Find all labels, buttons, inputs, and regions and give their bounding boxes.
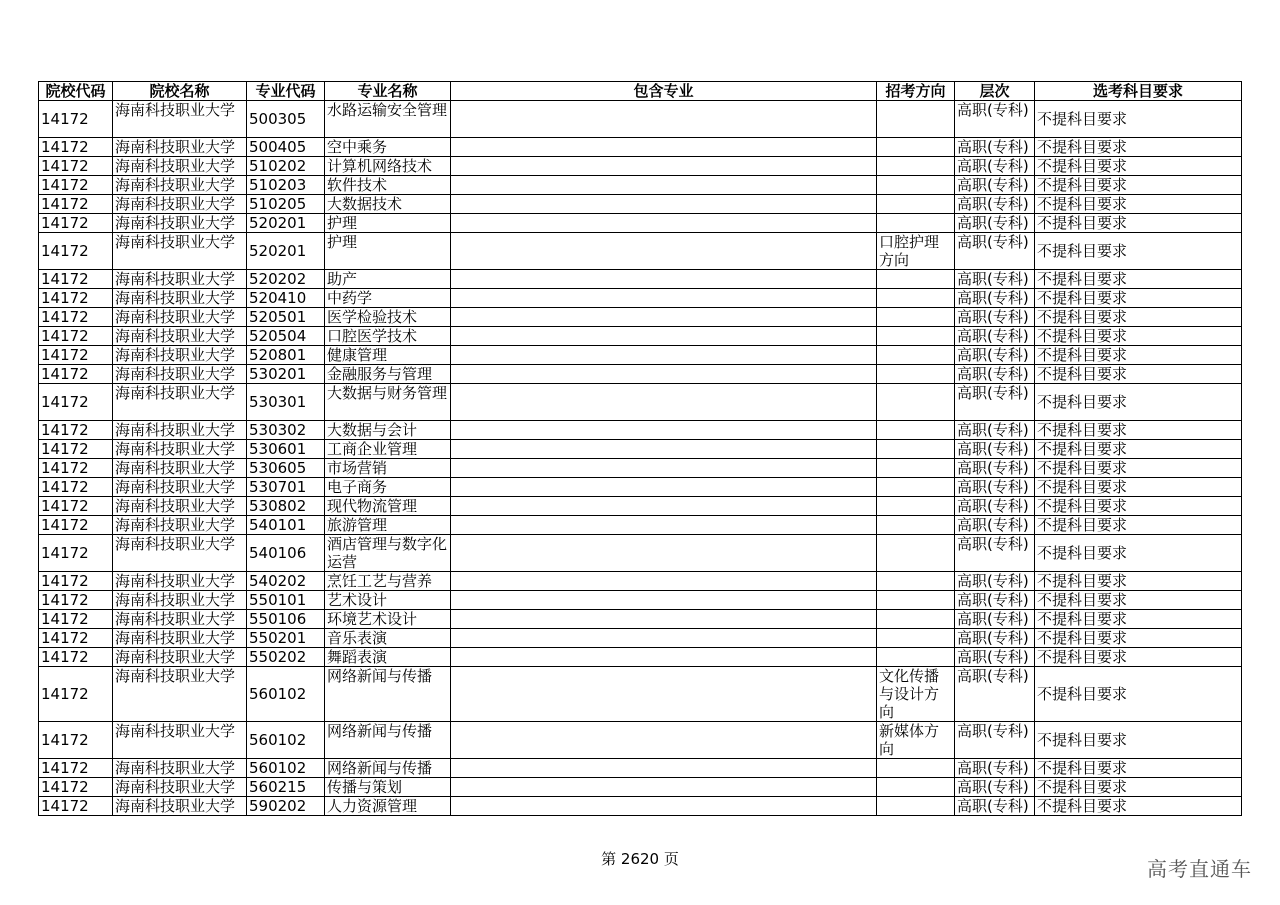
cell-direction: [877, 157, 955, 176]
cell-school-name: 海南科技职业大学: [113, 176, 247, 195]
cell-school-name: 海南科技职业大学: [113, 233, 247, 270]
cell-direction: [877, 101, 955, 138]
cell-school-code: 14172: [39, 722, 113, 759]
cell-included-majors: [451, 610, 877, 629]
cell-direction: [877, 497, 955, 516]
cell-included-majors: [451, 459, 877, 478]
cell-school-code: 14172: [39, 384, 113, 421]
cell-direction: [877, 195, 955, 214]
cell-major-code: 530701: [247, 478, 325, 497]
cell-major-code: 540101: [247, 516, 325, 535]
table-row: [39, 327, 1242, 346]
cell-school-name: 海南科技职业大学: [113, 270, 247, 289]
cell-level: 高职(专科): [955, 157, 1035, 176]
cell-included-majors: [451, 648, 877, 667]
cell-major-code: 500305: [247, 101, 325, 138]
cell-school-code: 14172: [39, 591, 113, 610]
cell-included-majors: [451, 176, 877, 195]
cell-subject-requirement: 不提科目要求: [1035, 610, 1242, 629]
cell-school-code: 14172: [39, 667, 113, 722]
cell-included-majors: [451, 629, 877, 648]
cell-subject-requirement: 不提科目要求: [1035, 459, 1242, 478]
cell-school-name: 海南科技职业大学: [113, 157, 247, 176]
cell-major-name: 中药学: [325, 289, 451, 308]
cell-included-majors: [451, 667, 877, 722]
header-major-name: 专业名称: [325, 82, 451, 101]
cell-subject-requirement: 不提科目要求: [1035, 346, 1242, 365]
cell-direction: 新媒体方向: [877, 722, 955, 759]
cell-level: 高职(专科): [955, 101, 1035, 138]
table-row: [39, 214, 1242, 233]
cell-school-name: 海南科技职业大学: [113, 610, 247, 629]
cell-level: 高职(专科): [955, 648, 1035, 667]
cell-direction: [877, 384, 955, 421]
cell-subject-requirement: 不提科目要求: [1035, 289, 1242, 308]
cell-major-code: 530601: [247, 440, 325, 459]
cell-school-name: 海南科技职业大学: [113, 572, 247, 591]
cell-direction: [877, 778, 955, 797]
table-row: [39, 778, 1242, 797]
cell-school-code: 14172: [39, 233, 113, 270]
table-row: [39, 157, 1242, 176]
cell-major-code: 500405: [247, 138, 325, 157]
cell-major-name: 市场营销: [325, 459, 451, 478]
cell-school-name: 海南科技职业大学: [113, 591, 247, 610]
table-row: [39, 308, 1242, 327]
cell-included-majors: [451, 270, 877, 289]
cell-direction: [877, 591, 955, 610]
cell-school-name: 海南科技职业大学: [113, 365, 247, 384]
cell-level: 高职(专科): [955, 384, 1035, 421]
cell-subject-requirement: 不提科目要求: [1035, 365, 1242, 384]
header-row: [39, 82, 1242, 101]
cell-direction: [877, 629, 955, 648]
cell-school-name: 海南科技职业大学: [113, 384, 247, 421]
cell-subject-requirement: 不提科目要求: [1035, 667, 1242, 722]
cell-school-code: 14172: [39, 270, 113, 289]
header-subject-requirement: 选考科目要求: [1035, 82, 1242, 101]
cell-direction: [877, 365, 955, 384]
cell-included-majors: [451, 535, 877, 572]
cell-direction: [877, 289, 955, 308]
cell-subject-requirement: 不提科目要求: [1035, 384, 1242, 421]
cell-level: 高职(专科): [955, 365, 1035, 384]
table-row: [39, 591, 1242, 610]
cell-subject-requirement: 不提科目要求: [1035, 535, 1242, 572]
cell-included-majors: [451, 308, 877, 327]
cell-major-name: 助产: [325, 270, 451, 289]
cell-major-code: 520410: [247, 289, 325, 308]
cell-subject-requirement: 不提科目要求: [1035, 270, 1242, 289]
cell-major-code: 530302: [247, 421, 325, 440]
cell-major-code: 520504: [247, 327, 325, 346]
cell-included-majors: [451, 778, 877, 797]
cell-subject-requirement: 不提科目要求: [1035, 572, 1242, 591]
header-school-name: 院校名称: [113, 82, 247, 101]
table-row: [39, 421, 1242, 440]
cell-school-code: 14172: [39, 497, 113, 516]
cell-major-code: 520201: [247, 233, 325, 270]
cell-major-code: 550202: [247, 648, 325, 667]
cell-subject-requirement: 不提科目要求: [1035, 629, 1242, 648]
cell-school-name: 海南科技职业大学: [113, 308, 247, 327]
cell-major-name: 环境艺术设计: [325, 610, 451, 629]
cell-school-name: 海南科技职业大学: [113, 497, 247, 516]
table-row: [39, 667, 1242, 722]
cell-major-name: 网络新闻与传播: [325, 667, 451, 722]
cell-included-majors: [451, 478, 877, 497]
cell-major-name: 水路运输安全管理: [325, 101, 451, 138]
cell-included-majors: [451, 195, 877, 214]
cell-level: 高职(专科): [955, 346, 1035, 365]
cell-major-name: 大数据技术: [325, 195, 451, 214]
table-row: [39, 365, 1242, 384]
cell-included-majors: [451, 572, 877, 591]
cell-level: 高职(专科): [955, 289, 1035, 308]
cell-direction: 文化传播与设计方向: [877, 667, 955, 722]
cell-direction: [877, 797, 955, 816]
cell-major-name: 医学检验技术: [325, 308, 451, 327]
cell-level: 高职(专科): [955, 722, 1035, 759]
cell-subject-requirement: 不提科目要求: [1035, 138, 1242, 157]
cell-school-code: 14172: [39, 176, 113, 195]
cell-major-code: 530301: [247, 384, 325, 421]
cell-level: 高职(专科): [955, 778, 1035, 797]
cell-major-name: 音乐表演: [325, 629, 451, 648]
table-row: [39, 759, 1242, 778]
table-row: [39, 195, 1242, 214]
cell-direction: [877, 346, 955, 365]
table-row: [39, 478, 1242, 497]
cell-major-code: 540106: [247, 535, 325, 572]
table-row: [39, 384, 1242, 421]
cell-major-name: 艺术设计: [325, 591, 451, 610]
cell-included-majors: [451, 365, 877, 384]
cell-major-code: 540202: [247, 572, 325, 591]
cell-subject-requirement: 不提科目要求: [1035, 101, 1242, 138]
cell-major-code: 530802: [247, 497, 325, 516]
cell-major-name: 护理: [325, 233, 451, 270]
cell-major-code: 560102: [247, 722, 325, 759]
cell-school-name: 海南科技职业大学: [113, 797, 247, 816]
cell-subject-requirement: 不提科目要求: [1035, 778, 1242, 797]
cell-school-name: 海南科技职业大学: [113, 195, 247, 214]
cell-major-code: 530201: [247, 365, 325, 384]
cell-subject-requirement: 不提科目要求: [1035, 516, 1242, 535]
cell-direction: [877, 459, 955, 478]
cell-subject-requirement: 不提科目要求: [1035, 759, 1242, 778]
cell-subject-requirement: 不提科目要求: [1035, 591, 1242, 610]
cell-major-code: 510205: [247, 195, 325, 214]
cell-major-code: 550101: [247, 591, 325, 610]
cell-subject-requirement: 不提科目要求: [1035, 176, 1242, 195]
cell-direction: 口腔护理方向: [877, 233, 955, 270]
table-row: [39, 516, 1242, 535]
cell-direction: [877, 516, 955, 535]
cell-school-code: 14172: [39, 629, 113, 648]
cell-included-majors: [451, 233, 877, 270]
page-number: 第 2620 页: [601, 850, 679, 868]
cell-school-name: 海南科技职业大学: [113, 778, 247, 797]
cell-included-majors: [451, 138, 877, 157]
cell-school-code: 14172: [39, 308, 113, 327]
cell-level: 高职(专科): [955, 233, 1035, 270]
cell-included-majors: [451, 440, 877, 459]
cell-school-code: 14172: [39, 440, 113, 459]
cell-major-code: 520801: [247, 346, 325, 365]
cell-school-name: 海南科技职业大学: [113, 327, 247, 346]
table-row: [39, 610, 1242, 629]
cell-level: 高职(专科): [955, 797, 1035, 816]
table-row: [39, 797, 1242, 816]
cell-major-name: 现代物流管理: [325, 497, 451, 516]
cell-major-name: 护理: [325, 214, 451, 233]
cell-school-code: 14172: [39, 421, 113, 440]
table-body: [39, 101, 1242, 816]
cell-level: 高职(专科): [955, 759, 1035, 778]
cell-school-name: 海南科技职业大学: [113, 101, 247, 138]
admissions-table: [38, 81, 1242, 816]
header-included-majors: 包含专业: [451, 82, 877, 101]
cell-major-code: 550201: [247, 629, 325, 648]
cell-school-name: 海南科技职业大学: [113, 516, 247, 535]
cell-major-name: 传播与策划: [325, 778, 451, 797]
cell-level: 高职(专科): [955, 459, 1035, 478]
cell-direction: [877, 214, 955, 233]
cell-level: 高职(专科): [955, 308, 1035, 327]
table-row: [39, 176, 1242, 195]
cell-school-name: 海南科技职业大学: [113, 667, 247, 722]
cell-included-majors: [451, 797, 877, 816]
table-row: [39, 101, 1242, 138]
cell-major-name: 口腔医学技术: [325, 327, 451, 346]
cell-school-name: 海南科技职业大学: [113, 440, 247, 459]
cell-major-code: 560102: [247, 759, 325, 778]
cell-subject-requirement: 不提科目要求: [1035, 497, 1242, 516]
header-major-code: 专业代码: [247, 82, 325, 101]
cell-subject-requirement: 不提科目要求: [1035, 722, 1242, 759]
cell-direction: [877, 572, 955, 591]
cell-school-code: 14172: [39, 610, 113, 629]
cell-subject-requirement: 不提科目要求: [1035, 327, 1242, 346]
cell-school-name: 海南科技职业大学: [113, 535, 247, 572]
cell-school-code: 14172: [39, 759, 113, 778]
cell-school-name: 海南科技职业大学: [113, 214, 247, 233]
cell-subject-requirement: 不提科目要求: [1035, 440, 1242, 459]
cell-direction: [877, 478, 955, 497]
cell-major-name: 金融服务与管理: [325, 365, 451, 384]
table-row: [39, 233, 1242, 270]
cell-direction: [877, 759, 955, 778]
header-direction: 招考方向: [877, 82, 955, 101]
cell-school-name: 海南科技职业大学: [113, 629, 247, 648]
table-row: [39, 138, 1242, 157]
cell-included-majors: [451, 497, 877, 516]
cell-school-name: 海南科技职业大学: [113, 138, 247, 157]
cell-major-name: 网络新闻与传播: [325, 722, 451, 759]
cell-subject-requirement: 不提科目要求: [1035, 421, 1242, 440]
cell-level: 高职(专科): [955, 516, 1035, 535]
cell-direction: [877, 308, 955, 327]
cell-level: 高职(专科): [955, 327, 1035, 346]
cell-level: 高职(专科): [955, 497, 1035, 516]
cell-school-code: 14172: [39, 648, 113, 667]
cell-school-name: 海南科技职业大学: [113, 648, 247, 667]
cell-included-majors: [451, 722, 877, 759]
cell-included-majors: [451, 384, 877, 421]
cell-major-name: 舞蹈表演: [325, 648, 451, 667]
cell-major-code: 520202: [247, 270, 325, 289]
cell-direction: [877, 327, 955, 346]
table-row: [39, 629, 1242, 648]
table-row: [39, 497, 1242, 516]
table-row: [39, 572, 1242, 591]
cell-school-code: 14172: [39, 101, 113, 138]
cell-subject-requirement: 不提科目要求: [1035, 797, 1242, 816]
cell-major-name: 计算机网络技术: [325, 157, 451, 176]
cell-major-code: 590202: [247, 797, 325, 816]
cell-school-name: 海南科技职业大学: [113, 722, 247, 759]
table-row: [39, 648, 1242, 667]
cell-major-name: 旅游管理: [325, 516, 451, 535]
cell-school-code: 14172: [39, 157, 113, 176]
cell-school-code: 14172: [39, 327, 113, 346]
cell-included-majors: [451, 346, 877, 365]
cell-major-name: 电子商务: [325, 478, 451, 497]
cell-subject-requirement: 不提科目要求: [1035, 195, 1242, 214]
cell-direction: [877, 138, 955, 157]
cell-school-name: 海南科技职业大学: [113, 478, 247, 497]
cell-school-code: 14172: [39, 535, 113, 572]
cell-direction: [877, 270, 955, 289]
cell-level: 高职(专科): [955, 195, 1035, 214]
cell-major-name: 大数据与会计: [325, 421, 451, 440]
cell-school-code: 14172: [39, 797, 113, 816]
cell-school-code: 14172: [39, 214, 113, 233]
cell-level: 高职(专科): [955, 478, 1035, 497]
cell-school-code: 14172: [39, 778, 113, 797]
cell-major-code: 520501: [247, 308, 325, 327]
cell-included-majors: [451, 421, 877, 440]
cell-major-code: 510203: [247, 176, 325, 195]
cell-school-code: 14172: [39, 459, 113, 478]
cell-major-code: 530605: [247, 459, 325, 478]
cell-level: 高职(专科): [955, 421, 1035, 440]
cell-included-majors: [451, 591, 877, 610]
cell-level: 高职(专科): [955, 667, 1035, 722]
cell-direction: [877, 535, 955, 572]
cell-major-name: 人力资源管理: [325, 797, 451, 816]
cell-major-code: 520201: [247, 214, 325, 233]
table-row: [39, 289, 1242, 308]
cell-school-name: 海南科技职业大学: [113, 346, 247, 365]
cell-major-name: 大数据与财务管理: [325, 384, 451, 421]
cell-school-name: 海南科技职业大学: [113, 289, 247, 308]
cell-direction: [877, 176, 955, 195]
cell-level: 高职(专科): [955, 591, 1035, 610]
cell-level: 高职(专科): [955, 176, 1035, 195]
cell-major-code: 510202: [247, 157, 325, 176]
cell-included-majors: [451, 327, 877, 346]
cell-school-code: 14172: [39, 138, 113, 157]
cell-school-name: 海南科技职业大学: [113, 459, 247, 478]
cell-school-code: 14172: [39, 195, 113, 214]
watermark-text: 高考直通车: [1147, 857, 1252, 881]
cell-included-majors: [451, 214, 877, 233]
header-level: 层次: [955, 82, 1035, 101]
cell-school-code: 14172: [39, 516, 113, 535]
cell-subject-requirement: 不提科目要求: [1035, 478, 1242, 497]
cell-level: 高职(专科): [955, 610, 1035, 629]
cell-included-majors: [451, 516, 877, 535]
cell-school-code: 14172: [39, 478, 113, 497]
cell-major-name: 软件技术: [325, 176, 451, 195]
cell-direction: [877, 440, 955, 459]
cell-subject-requirement: 不提科目要求: [1035, 233, 1242, 270]
cell-major-code: 560102: [247, 667, 325, 722]
cell-included-majors: [451, 759, 877, 778]
cell-direction: [877, 648, 955, 667]
cell-level: 高职(专科): [955, 535, 1035, 572]
cell-level: 高职(专科): [955, 440, 1035, 459]
table-row: [39, 346, 1242, 365]
cell-school-code: 14172: [39, 365, 113, 384]
table-row: [39, 535, 1242, 572]
cell-school-code: 14172: [39, 346, 113, 365]
cell-included-majors: [451, 157, 877, 176]
cell-level: 高职(专科): [955, 270, 1035, 289]
cell-subject-requirement: 不提科目要求: [1035, 648, 1242, 667]
cell-subject-requirement: 不提科目要求: [1035, 308, 1242, 327]
cell-school-code: 14172: [39, 289, 113, 308]
cell-subject-requirement: 不提科目要求: [1035, 157, 1242, 176]
cell-direction: [877, 610, 955, 629]
cell-level: 高职(专科): [955, 629, 1035, 648]
cell-major-name: 烹饪工艺与营养: [325, 572, 451, 591]
cell-major-name: 网络新闻与传播: [325, 759, 451, 778]
cell-subject-requirement: 不提科目要求: [1035, 214, 1242, 233]
cell-school-name: 海南科技职业大学: [113, 421, 247, 440]
cell-major-name: 工商企业管理: [325, 440, 451, 459]
table-row: [39, 270, 1242, 289]
cell-school-name: 海南科技职业大学: [113, 759, 247, 778]
cell-major-name: 空中乘务: [325, 138, 451, 157]
cell-major-code: 560215: [247, 778, 325, 797]
cell-level: 高职(专科): [955, 138, 1035, 157]
cell-major-name: 酒店管理与数字化运营: [325, 535, 451, 572]
cell-included-majors: [451, 289, 877, 308]
cell-level: 高职(专科): [955, 572, 1035, 591]
cell-direction: [877, 421, 955, 440]
cell-included-majors: [451, 101, 877, 138]
cell-level: 高职(专科): [955, 214, 1035, 233]
cell-school-code: 14172: [39, 572, 113, 591]
table-row: [39, 440, 1242, 459]
cell-major-code: 550106: [247, 610, 325, 629]
table-row: [39, 722, 1242, 759]
cell-major-name: 健康管理: [325, 346, 451, 365]
table-row: [39, 459, 1242, 478]
header-school-code: 院校代码: [39, 82, 113, 101]
